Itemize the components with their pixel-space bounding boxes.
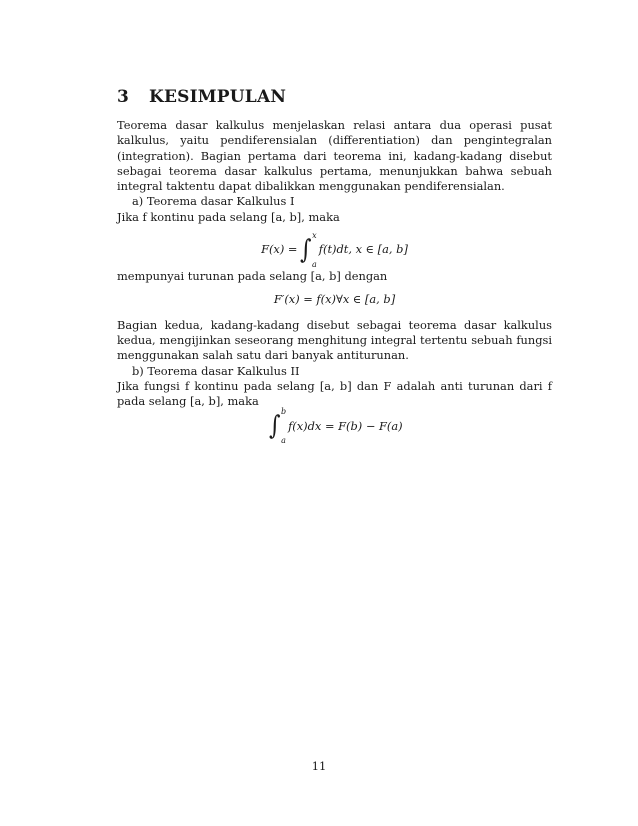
integral-sign-3: ∫ b a bbox=[268, 409, 286, 443]
theorem-a-condition: Jika f kontinu pada selang [a, b], maka bbox=[117, 209, 340, 224]
integral-3-upper-limit: b bbox=[280, 407, 287, 417]
equation-2-text: F′(x) = f(x)∀x ∈ [a, b] bbox=[273, 292, 396, 307]
equation-1-rhs: f(t)dt, x ∈ [a, b] bbox=[318, 242, 408, 257]
intro-paragraph: Teorema dasar kalkulus menjelaskan relasi antara dua operasi pusat kalkulus, yaitu pendiferensialan (differentiation) dan pengintegralan (integration). Bagian pertama dari teorema ini, kadang-kadang disebut sebagai teorema dasar kalkulus pertama, menunjukkan bahwa sebuah integral taktentu dapat dibalikkan menggunakan pendiferensialan. bbox=[117, 118, 552, 194]
equation-3 bbox=[117, 409, 552, 447]
document-page bbox=[117, 86, 552, 447]
page-number: 11 bbox=[311, 759, 327, 773]
equation-1 bbox=[117, 225, 552, 269]
section-heading bbox=[117, 86, 552, 108]
part-two-paragraph: Bagian kedua, kadang-kadang disebut sebagai teorema dasar kalkulus kedua, mengijinkan seseorang menghitung integral tertentu sebuah fungsi menggunakan salah satu dari banyak antiturunan. bbox=[117, 317, 552, 363]
equation-1-lhs: F(x) = bbox=[261, 242, 298, 257]
integral-1-upper-limit: x bbox=[312, 231, 317, 241]
integral-1-lower-limit: a bbox=[312, 259, 317, 269]
equation-3-rhs: f(x)dx = F(b) − F(a) bbox=[288, 418, 403, 433]
theorem-b-condition: Jika fungsi f kontinu pada selang [a, b] dan F adalah anti turunan dari f pada selang [a, b], maka bbox=[117, 378, 552, 409]
integral-sign-1: ∫ x a bbox=[299, 233, 316, 267]
equation-2 bbox=[117, 292, 552, 307]
integral-3-lower-limit: a bbox=[281, 436, 286, 446]
section-number: 3 bbox=[117, 87, 130, 107]
after-equation-1: mempunyai turunan pada selang [a, b] dengan bbox=[117, 269, 388, 284]
section-title: KESIMPULAN bbox=[149, 87, 287, 107]
theorem-b-title: b) Teorema dasar Kalkulus II bbox=[132, 363, 300, 378]
theorem-a-title: a) Teorema dasar Kalkulus I bbox=[132, 194, 295, 209]
